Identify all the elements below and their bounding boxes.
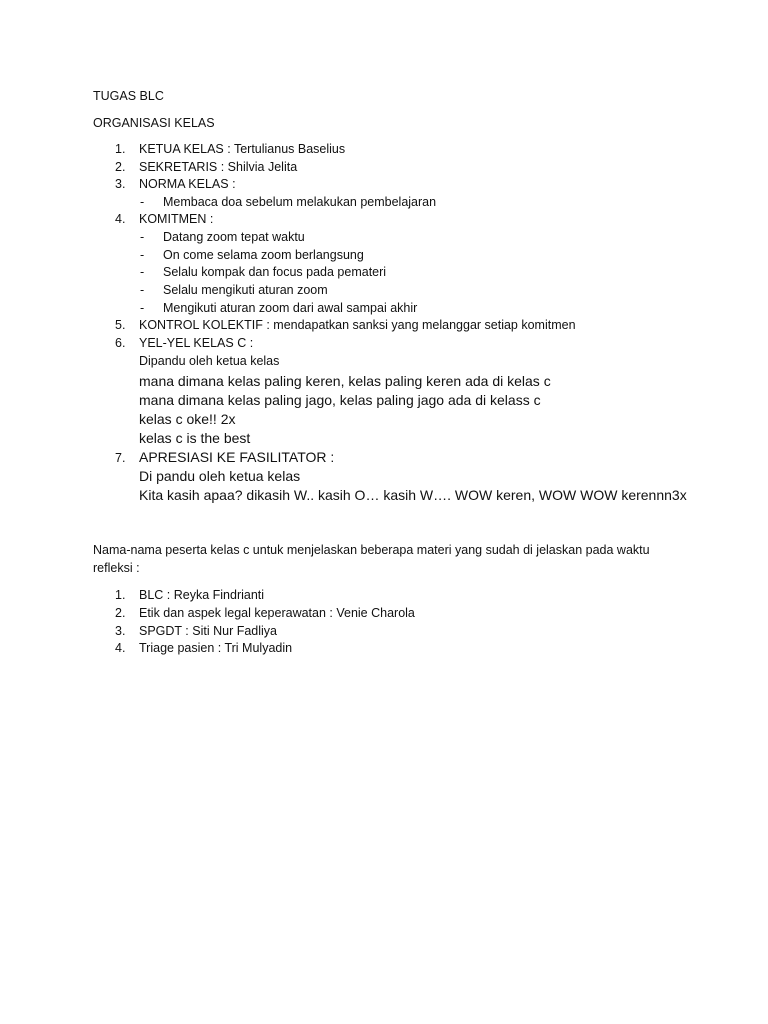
paragraph-line: Nama-nama peserta kelas c untuk menjelaskan beberapa materi yang sudah di jelaskan pada waktu: [93, 543, 650, 557]
section-heading: ORGANISASI KELAS: [93, 116, 215, 130]
apresiasi-line: Kita kasih apaa? dikasih W.. kasih O… kasih W…. WOW keren, WOW WOW kerennn3x: [139, 487, 687, 503]
apresiasi-line: Di pandu oleh ketua kelas: [139, 468, 301, 484]
yel-yel-line: mana dimana kelas paling keren, kelas paling keren ada di kelas c: [139, 373, 551, 389]
list-item-text: SPGDT : Siti Nur Fadliya: [139, 624, 278, 638]
paragraph-line: refleksi :: [93, 561, 140, 575]
list-item-text: Etik dan aspek legal keperawatan : Venie Charola: [139, 606, 415, 620]
bullet-dash: -: [140, 248, 145, 262]
list-number: 2.: [115, 160, 126, 174]
sublist-item: Selalu mengikuti aturan zoom: [163, 283, 328, 297]
bullet-dash: -: [140, 195, 145, 209]
list-number: 4.: [115, 641, 126, 655]
sublist-item: On come selama zoom berlangsung: [163, 248, 364, 262]
list-item-text: KETUA KELAS : Tertulianus Baselius: [139, 142, 346, 156]
list-number: 3.: [115, 624, 126, 638]
list-number: 7.: [115, 451, 126, 465]
list-item-text: KONTROL KOLEKTIF : mendapatkan sanksi yang melanggar setiap komitmen: [139, 318, 576, 332]
list-item-text: YEL-YEL KELAS C :: [139, 336, 254, 350]
yel-yel-line: kelas c oke!! 2x: [139, 411, 236, 427]
sublist-item: Datang zoom tepat waktu: [163, 230, 305, 244]
list-item-text: APRESIASI KE FASILITATOR :: [139, 449, 335, 465]
sublist-item: Membaca doa sebelum melakukan pembelajaran: [163, 195, 437, 209]
list-number: 2.: [115, 606, 126, 620]
list-item-text: KOMITMEN :: [139, 212, 214, 226]
list-number: 4.: [115, 212, 126, 226]
list-number: 1.: [115, 588, 126, 602]
yel-yel-line: mana dimana kelas paling jago, kelas paling jago ada di kelass c: [139, 392, 541, 408]
yel-yel-line: kelas c is the best: [139, 430, 251, 446]
list-number: 6.: [115, 336, 126, 350]
list-item-text: Triage pasien : Tri Mulyadin: [139, 641, 293, 655]
list-item-text: NORMA KELAS :: [139, 177, 236, 191]
document-title: TUGAS BLC: [93, 89, 164, 103]
list-number: 5.: [115, 318, 126, 332]
list-item-text: SEKRETARIS : Shilvia Jelita: [139, 160, 298, 174]
list-number: 1.: [115, 142, 126, 156]
yel-yel-line: Dipandu oleh ketua kelas: [139, 354, 280, 368]
list-number: 3.: [115, 177, 126, 191]
sublist-item: Selalu kompak dan focus pada pemateri: [163, 265, 387, 279]
bullet-dash: -: [140, 301, 145, 315]
sublist-item: Mengikuti aturan zoom dari awal sampai akhir: [163, 301, 418, 315]
bullet-dash: -: [140, 265, 145, 279]
bullet-dash: -: [140, 283, 145, 297]
bullet-dash: -: [140, 230, 145, 244]
list-item-text: BLC : Reyka Findrianti: [139, 588, 265, 602]
